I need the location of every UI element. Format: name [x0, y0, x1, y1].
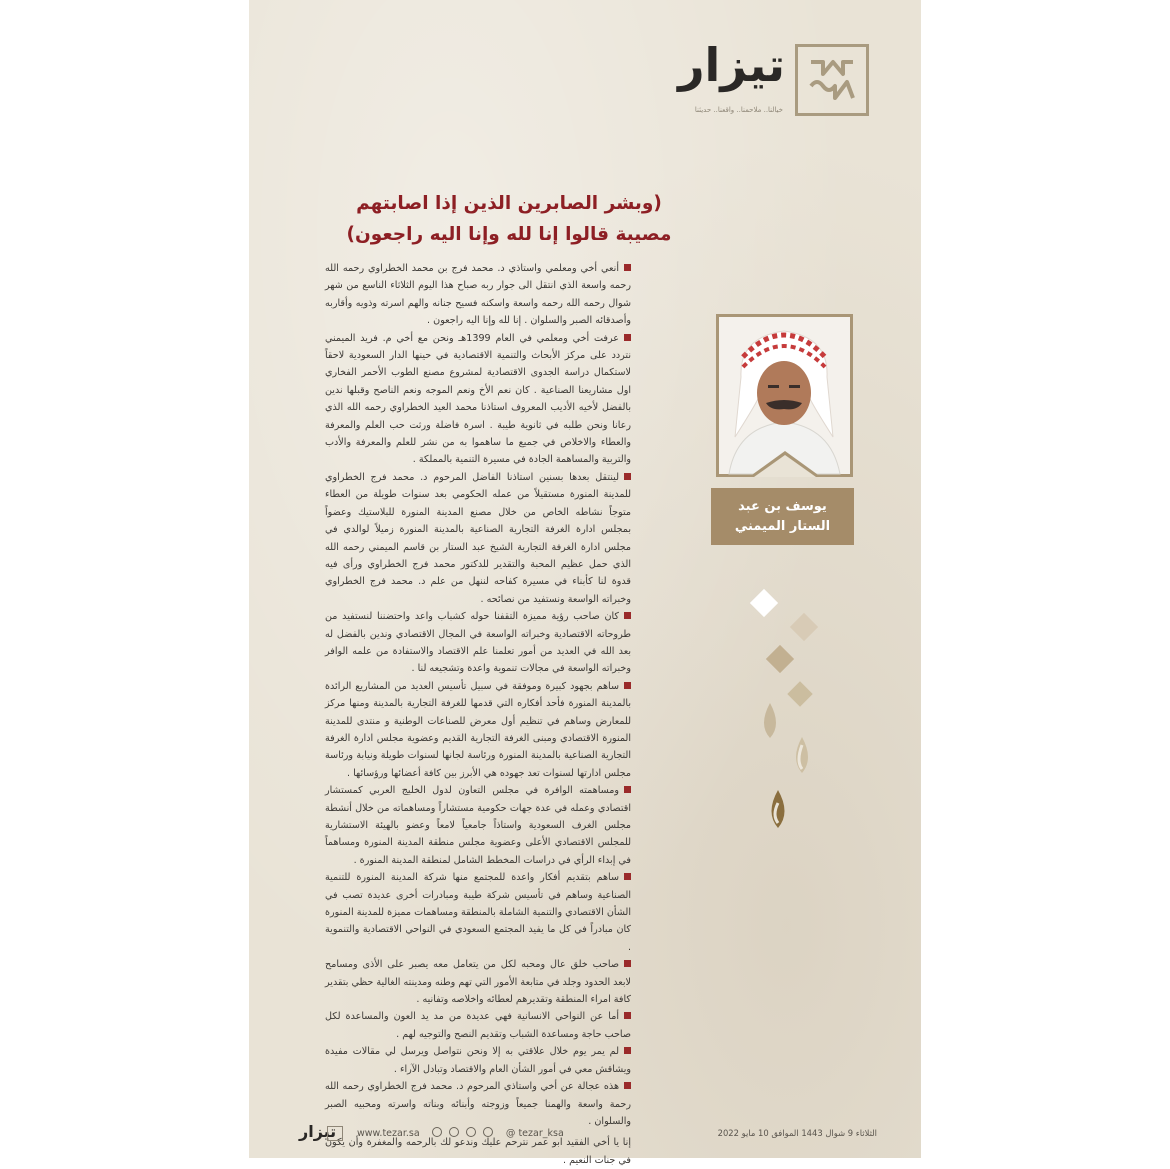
website-link[interactable]: www.tezar.sa	[357, 1128, 420, 1139]
article-headline	[309, 188, 709, 250]
article-body	[325, 260, 631, 1169]
article-paragraph: أما عن النواحي الانسانية فهي عديدة من مد يد العون والمساعدة لكل صاحب حاجة ومساعدة الشباب وتقديم النصح والتوجيه لهم .	[325, 1011, 631, 1040]
instagram-icon[interactable]	[432, 1127, 442, 1137]
article-paragraph: هذه عجالة عن أخي واستاذي المرحوم د. محمد فرج الخطراوي رحمه الله رحمة واسعة والهمنا جميعاً وزوجته وأبنائه وبناته واسرته ومحبيه الصبر والسلوان .	[325, 1081, 631, 1127]
article-closing: إنا يا أخي الفقيد ابو عمر نترحم عليك وندعو لك بالرحمه والمغفرة وأن يكون في جنات النعيم .	[325, 1137, 631, 1166]
masthead-logo[interactable]	[678, 38, 869, 120]
author-name: يوسف بن عبد الستار الميمني	[734, 498, 831, 534]
square-bullet-icon	[624, 264, 631, 271]
headline-line-1: (وبشر الصابرين الذين إذا اصابتهم	[356, 193, 662, 214]
at-sign-icon: @	[505, 1128, 516, 1139]
article-paragraph: ساهم بجهود كبيرة وموفقة في سبيل تأسيس العديد من المشاريع الرائدة بالمدينة المنورة فأحد أفكاره التي قدمها للغرفة التجارية بالمدينة ومنها مركز للمعارض وساهم في تنظيم أول معرض للصناعات الوطنية و منتدى للمدينة المنورة الاقتصادي ومبنى الغرفة التجارية القديم وعضوية مجلس ادارة الغرفة التجارية الصناعية بالمدينة المنورة ورئاسة لجانها لسنوات طويلة ونيابة ورئاسة مجلس ادارتها لسنوات تعد جهوده هي الأبرز بين كافة أعضائها ورؤسائها .	[325, 680, 631, 779]
newspaper-page	[249, 0, 921, 1166]
logo-emblem-icon	[795, 44, 869, 116]
author-name-plate	[711, 488, 854, 545]
article-paragraph: صاحب خلق عال ومحبه لكل من يتعامل معه يصبر على الأذى ومسامح لابعد الحدود وجلد في متابعة الأمور التي تهم وطنه ومدينته الغالية حظي بتقدير كافة امراء المنطقة وتقديرهم لعطائه واخلاصه وتفانيه .	[325, 959, 631, 1006]
square-bullet-icon	[624, 1012, 631, 1019]
youtube-icon[interactable]	[466, 1127, 476, 1137]
article-paragraph: أنعي أخي ومعلمي واستاذي د. محمد فرج بن محمد الخطراوي رحمه الله رحمه واسعة الذي انتقل الى جوار ربه صباح هذا اليوم الثلاثاء الناسع من شهر شوال رحمه الله رحمه واسعة واسكنه فسيح جنانه والهم اسرته وذويه وأقاربه وأصدقائه الصبر والسلوان . إنا لله وإنا اليه راجعون .	[325, 263, 631, 327]
footer-logo-wordmark: تيزار	[299, 1122, 337, 1141]
footer-social-links	[357, 1127, 564, 1139]
article-paragraph: كان صاحب رؤية مميزة التقفنا حوله كشباب واعد واحتضننا لنستفيد من طروحاته الاقتصادية وخبراته الواسعة في المجال الاقتصادي وندين بالفضل له بعد الله في العديد من أمور تعلمنا علم الاقتصاد والاستفادة من علمه الوافر وخبراته الواسعة في مجالات تنموية واعدة وتشجيعه لنا .	[325, 611, 631, 675]
square-bullet-icon	[624, 334, 631, 341]
square-bullet-icon	[624, 786, 631, 793]
snapchat-icon[interactable]	[449, 1127, 459, 1137]
square-bullet-icon	[624, 1047, 631, 1054]
square-bullet-icon	[624, 873, 631, 880]
logo-tagline: خيالنا.. ملاحمنا.. واقعنا.. حديثنا	[694, 106, 783, 114]
square-bullet-icon	[624, 960, 631, 967]
page-footer	[249, 1122, 921, 1146]
footer-logo-emblem-icon	[327, 1126, 343, 1141]
article-paragraph: لم يمر يوم خلال علاقتي به إلا ونحن نتواصل ويرسل لي مقالات مفيدة ويشاقش معي في أمور الشأن العام والاقتصاد وتبادل الآراء .	[325, 1046, 631, 1075]
square-bullet-icon	[624, 473, 631, 480]
article-paragraph: ومساهمته الوافرة في مجلس التعاون لدول الخليج العربي كمستشار اقتصادي وعمله في عدة جهات حكومية مستشاراً ومساهماته من خلال أنشطة مجلس الغرف السعودية واستاذاً جامعياً لامعاً وعضو بالهيئة الاستشارية للمجلس الاقتصادي الأعلى وعضوية مجلس منطقة المدينة المنورة ومساهماً في إبداء الرأي في دراسات المخطط الشامل لمنطقة المدينة المنورة .	[325, 785, 631, 866]
article-paragraph: عرفت أخي ومعلمي في العام 1399هـ ونحن مع أخي م. فريد الميمني نتردد على مركز الأبحاث والتنمية الاقتصادية في حينها الدار السعودية لاحقاً لاستكمال دراسة الجدوى الاقتصادية لمشروع مصنع الطوب الأحمر الفخاري اول مشاريعنا الصناعية . كان نعم الأخ ونعم الموجه ونعم الناصح وقبلها ندين بالفضل لأخيه الأديب المعروف استاذنا محمد العيد الخطراوي رحمه الله الذي رعانا ونحن طلبه في ثانوية طيبة . اسرة فاضلة ورثت حب العلم والمعرفة والعطاء والاخلاص في جميع ما ساهموا به من نشر للعلم والمعرفة والأدب والتربية والمساهمة الجادة في مسيرة التنمية بالمملكة .	[325, 332, 631, 466]
twitter-icon[interactable]	[483, 1127, 493, 1137]
article-paragraph: ساهم بتقديم أفكار واعدة للمجتمع منها شركة المدينة المنورة للتنمية الصناعية وساهم في تأسيس شركة طيبة ومبادرات أخرى عديدة تصب في الشأن الاقتصادي والتنمية الشاملة بالمنطقة ومساهمات مميزة للمدينة المنورة كان مبادراً في كل ما يفيد المجتمع السعودي في النواحي الاقتصادية والتنموية .	[325, 872, 631, 953]
author-photo	[716, 314, 853, 477]
logo-wordmark: تيزار	[678, 38, 785, 92]
decorative-drops-icon	[746, 585, 826, 835]
article-paragraph: لينتقل بعدها بسنين استاذنا الفاضل المرحوم د. محمد فرج الخطراوي للمدينة المنورة مستقيلاً من عمله الحكومي بعد سنوات طويلة من العطاء متوجاً نشاطه الخاص من خلال مصنع المدينة المنورة للبلاستيك وعضواً بمجلس ادارة الغرفة التجارية الصناعية بالمدينة المنورة زميلاً لوالدي في مجلس ادارة الغرفة التجارية الشيخ عبد الستار بن قاسم الميمني رحمه الله الذي حمل عظيم المحبة والتقدير للدكتور محمد فرج الخطراوي ورأى فيه قدوة لنا كأبناء في مسيرة كفاحه لننهل من علم د. محمد فرج الخطراوي وخبراته الواسعة ونستفيد من نصائحه .	[325, 471, 631, 605]
square-bullet-icon	[624, 682, 631, 689]
issue-date: الثلاثاء 9 شوال 1443 الموافق 10 مايو 2022	[717, 1128, 877, 1138]
headline-line-2: مصيبة قالوا إنا لله وإنا اليه راجعون)	[346, 224, 672, 245]
square-bullet-icon	[624, 1082, 631, 1089]
square-bullet-icon	[624, 612, 631, 619]
social-handle[interactable]: tezar_ksa	[518, 1128, 564, 1139]
